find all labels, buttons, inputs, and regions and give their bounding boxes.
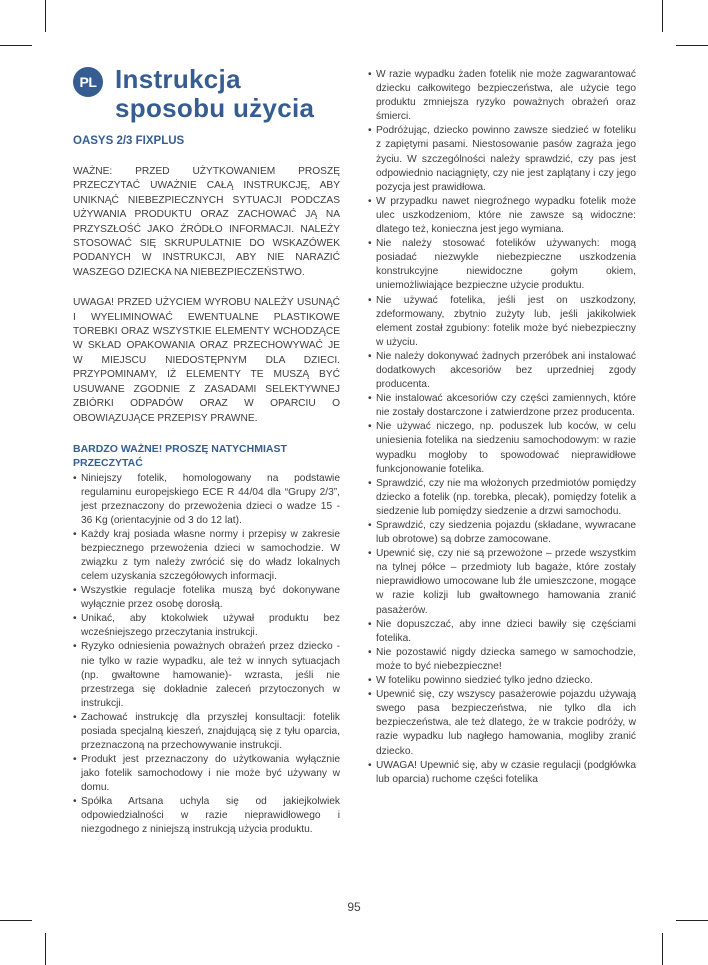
crop-mark [676, 920, 708, 921]
list-item: • Nie instalować akcesoriów czy części zamiennych, które nie zostały dostarczone i zatwierdzone przez producenta. [368, 392, 636, 420]
list-item: • Produkt jest przeznaczony do użytkowania wyłącznie jako fotelik samochodowy i nie może być używany w domu. [73, 753, 340, 795]
crop-mark [662, 0, 663, 32]
page-title: Instrukcja sposobu użycia [115, 64, 315, 123]
list-item: • Podróżując, dziecko powinno zawsze siedzieć w foteliku z zapiętymi pasami. Niestosowanie pasów zagraża jego życiu. W szczególności należy sprawdzić, czy pas jest odpowiednio naciągnięty, czy nie jest zaplątany i czy jego pozycja jest prawidłowa. [368, 124, 636, 194]
list-item: • Zachować instrukcję dla przyszłej konsultacji: fotelik posiada specjalną kieszeń, znajdującą się z tyłu oparcia, przeznaczoną na przechowywanie instrukcji. [73, 711, 340, 753]
right-bullet-list [368, 68, 636, 787]
product-name: OASYS 2/3 FIXPLUS [73, 135, 185, 147]
important-heading: BARDZO WAŻNE! PROSZĘ NATYCHMIAST PRZECZYTAĆ [73, 442, 287, 469]
list-item: • Nie używać niczego, np. poduszek lub koców, w celu uniesienia fotelika na siedzeniu samochodowym: w razie wypadku mogłoby to spowodować nieprawidłowe funkcjonowanie fotelika. [368, 420, 636, 476]
title-block [73, 65, 340, 129]
list-item: • W przypadku nawet niegroźnego wypadku fotelik może ulec uszkodzeniom, które nie zawsze są widoczne: dlatego też, konieczna jest jego wymiana. [368, 195, 636, 237]
list-item: • Nie dopuszczać, aby inne dzieci bawiły się częściami fotelika. [368, 618, 636, 646]
intro-paragraph: UWAGA! PRZED UŻYCIEM WYROBU NALEŻY USUNĄĆ I WYELIMINOWAĆ EWENTUALNE PLASTIKOWE TOREBKI ORAZ WSZYSTKIE ELEMENTY WCHODZĄCE W SKŁAD OPAKOWANIA ORAZ PRZECHOWYWAĆ JE W MIEJSCU NIEDOSTĘPNYM DLA DZIECI. PRZYPOMINAMY, IŻ ELEMENTY TE MUSZĄ BYĆ USUWANE ZGODNIE Z ZASADAMI SELEKTYWNEJ ZBIÓRKI ODPADÓW ORAZ W OPARCIU O OBOWIĄZUJĄCE PRZEPISY PRAWNE. [73, 297, 340, 424]
language-badge: PL [73, 67, 103, 97]
intro-paragraph: WAŻNE: PRZED UŻYTKOWANIEM PROSZĘ PRZECZYTAĆ UWAŻNIE CAŁĄ INSTRUKCJĘ, ABY UNIKNĄĆ NIEBEZPIECZNYCH SYTUACJI PODCZAS UŻYWANIA PRODUKTU ORAZ ZACHOWAĆ JĄ NA PRZYSZŁOŚĆ JAKO ŹRÓDŁO INFORMACJI. NALEŻY STOSOWAĆ SIĘ SKRUPULATNIE DO WSKAZÓWEK PODANYCH W INSTRUKCJI, ABY NIE NARAZIĆ WASZEGO DZIECKA NA NIEBEZPIECZEŃSTWO. [73, 166, 340, 278]
list-item: • Wszystkie regulacje fotelika muszą być dokonywane wyłącznie przez osobę dorosłą. [73, 584, 340, 612]
list-item: • Spółka Artsana uchyla się od jakiejkolwiek odpowiedzialności w razie nieprawidłowego i niezgodnego z niniejszą instrukcją użycia produktu. [73, 795, 340, 837]
list-item: • Nie należy stosować fotelików używanych: mogą posiadać niezwykle niebezpieczne uszkodzenia konstrukcyjne niewidoczne gołym okiem, uniemożliwiające bezpieczne użycie produktu. [368, 237, 636, 293]
crop-mark [662, 933, 663, 965]
crop-mark [45, 933, 46, 965]
list-item: • Ryzyko odniesienia poważnych obrażeń przez dziecko - nie tylko w razie wypadku, ale też w innych sytuacjach (np. gwałtowne hamowanie)- wzrasta, jeśli nie przestrzega się dokładnie zaleceń przytoczonych w instrukcji. [73, 640, 340, 710]
list-item: • Nie pozostawić nigdy dziecka samego w samochodzie, może to być niebezpieczne! [368, 646, 636, 674]
left-column [73, 65, 340, 837]
crop-mark [676, 45, 708, 46]
list-item: • Nie należy dokonywać żadnych przeróbek ani instalować dodatkowych akcesoriów bez uprzedniej zgody producenta. [368, 350, 636, 392]
list-item: • Niniejszy fotelik, homologowany na podstawie regulaminu europejskiego ECE R 44/04 dla “Grupy 2/3”, jest przeznaczony do przewożenia dzieci o wadze 15 - 36 Kg (orientacyjnie od 3 do 12 lat). [73, 472, 340, 528]
crop-mark [0, 920, 32, 921]
right-column [368, 68, 636, 787]
list-item: • Upewnić się, czy nie są przewożone – przede wszystkim na tylnej półce – przedmioty lub bagaże, które zostały nieprawidłowo umocowane lub źle umieszczone, mogące w razie kolizji lub gwałtownego hamowania zranić pasażerów. [368, 547, 636, 617]
crop-mark [0, 45, 32, 46]
list-item: • W razie wypadku żaden fotelik nie może zagwarantować dziecku całkowitego bezpieczeństwa, ale użycie tego produktu zmniejsza ryzyko poważnych obrażeń oraz śmierci. [368, 68, 636, 124]
list-item: • Każdy kraj posiada własne normy i przepisy w zakresie bezpiecznego przewożenia dzieci w samochodzie. W związku z tym należy zwrócić się do władz lokalnych celem uzyskania szczegółowych informacji. [73, 528, 340, 584]
list-item: • UWAGA! Upewnić się, aby w czasie regulacji (podgłówka lub oparcia) ruchome części fotelika [368, 759, 636, 787]
page-number: 95 [347, 900, 361, 914]
list-item: • Nie używać fotelika, jeśli jest on uszkodzony, zdeformowany, zbytnio zużyty lub, jeśli jakikolwiek element został zgubiony: fotelik może być niebezpieczny w użyciu. [368, 294, 636, 350]
left-bullet-list [73, 472, 340, 837]
list-item: • Unikać, aby ktokolwiek używał produktu bez wcześniejszego przeczytania instrukcji. [73, 612, 340, 640]
list-item: • Upewnić się, czy wszyscy pasażerowie pojazdu używają swego pasa bezpieczeństwa, nie tylko dla ich bezpieczeństwa, ale też dlatego, że w trakcie podróży, w razie wypadku lub nagłego hamowania, mogliby zranić dziecko. [368, 688, 636, 758]
list-item: • Sprawdzić, czy nie ma włożonych przedmiotów pomiędzy dziecko a fotelik (np. torebka, plecak), pomiędzy fotelik a siedzenie lub pomiędzy siedzenie a drzwi samochodu. [368, 477, 636, 519]
list-item: • W foteliku powinno siedzieć tylko jedno dziecko. [368, 674, 636, 688]
crop-mark [45, 0, 46, 32]
list-item: • Sprawdzić, czy siedzenia pojazdu (składane, wywracane lub obrotowe) są dobrze zamocowane. [368, 519, 636, 547]
